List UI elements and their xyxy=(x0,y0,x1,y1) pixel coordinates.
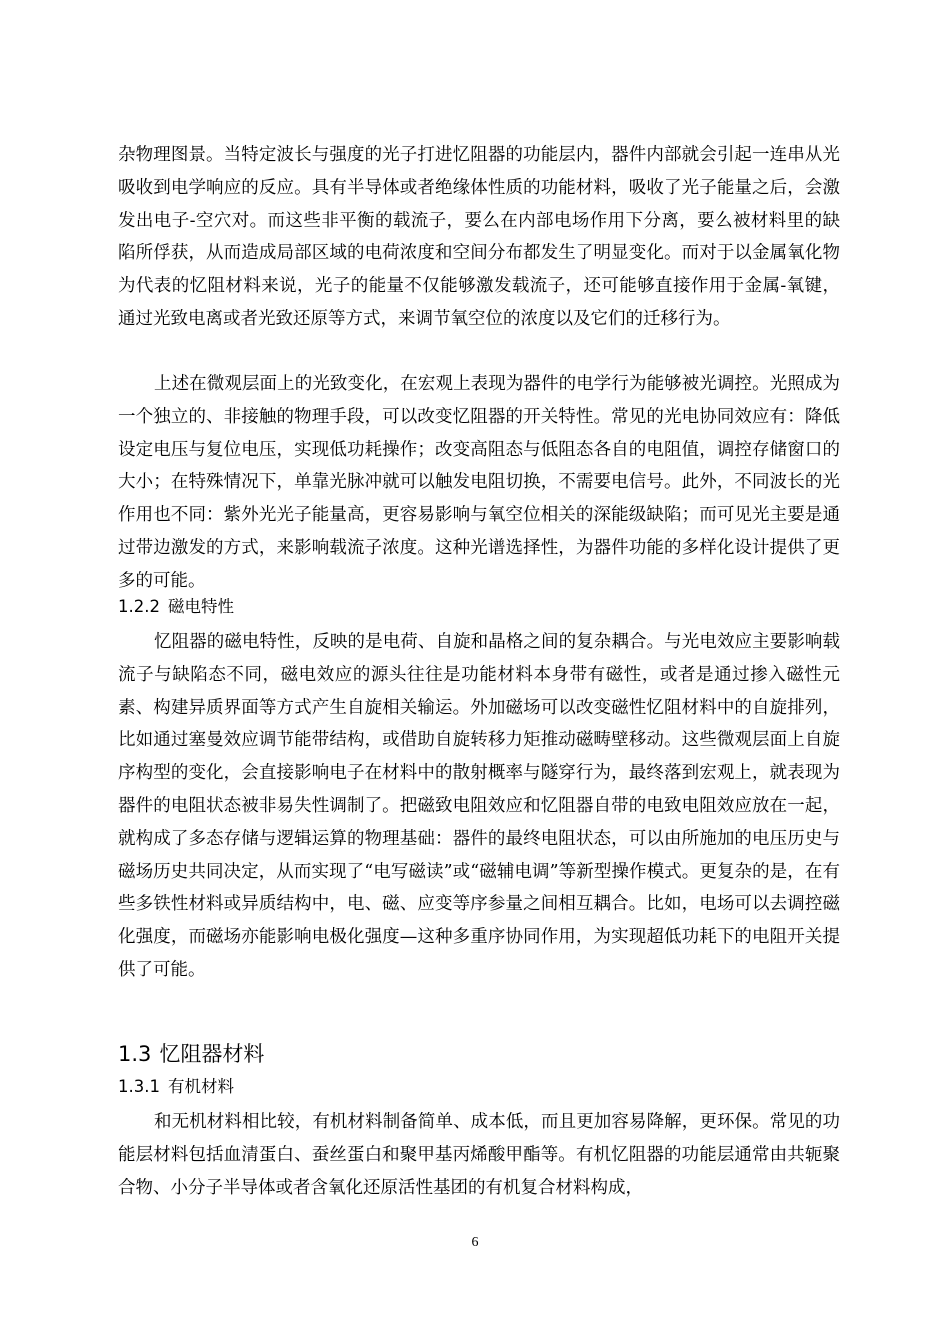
section-title: 有机材料 xyxy=(167,1077,234,1096)
section-title: 磁电特性 xyxy=(167,597,234,616)
section-number: 1.2.2 xyxy=(118,597,160,616)
section-heading-1-2-2 xyxy=(118,593,234,621)
paragraph-text: 杂物理图景。当特定波长与强度的光子打进忆阻器的功能层内，器件内部就会引起一连串从光吸收到电学响应的反应。具有半导体或者绝缘体性质的功能材料，吸收了光子能量之后，会激发出电子-空穴对。而这些非平衡的载流子，要么在内部电场作用下分离，要么被材料里的缺陷所俘获，从而造成局部区域的电荷浓度和空间分布都发生了明显变化。而对于以金属氧化物为代表的忆阻材料来说，光子的能量不仅能够激发载流子，还可能够直接作用于金属-氧键，通过光致电离或者光致还原等方式，来调节氧空位的浓度以及它们的迁移行为。 xyxy=(118,145,840,329)
section-number: 1.3.1 xyxy=(118,1077,160,1096)
paragraph-organic-materials xyxy=(118,1106,840,1204)
section-title: 忆阻器材料 xyxy=(159,1042,265,1066)
page-number: 6 xyxy=(471,1235,479,1250)
paragraph-text: 忆阻器的磁电特性，反映的是电荷、自旋和晶格之间的复杂耦合。与光电效应主要影响载流子与缺陷态不同，磁电效应的源头往往是功能材料本身带有磁性，或者是通过掺入磁性元素、构建异质界面等方式产生自旋相关输运。外加磁场可以改变磁性忆阻材料中的自旋排列，比如通过塞曼效应调节能带结构，或借助自旋转移力矩推动磁畴壁移动。这些微观层面上自旋序构型的变化，会直接影响电子在材料中的散射概率与隧穿行为，最终落到宏观上，就表现为器件的电阻状态被非易失性调制了。把磁致电阻效应和忆阻器自带的电致电阻效应放在一起，就构成了多态存储与逻辑运算的物理基础：器件的最终电阻状态，可以由所施加的电压历史与磁场历史共同决定，从而实现了“电写磁读”或“磁辅电调”等新型操作模式。更复杂的是，在有些多铁性材料或异质结构中，电、磁、应变等序参量之间相互耦合。比如，电场可以去调控磁化强度，而磁场亦能影响电极化强度—这种多重序协同作用，为实现超低功耗下的电阻开关提供了可能。 xyxy=(118,632,840,980)
paragraph-text: 上述在微观层面上的光致变化，在宏观上表现为器件的电学行为能够被光调控。光照成为一个独立的、非接触的物理手段，可以改变忆阻器的开关特性。常见的光电协同效应有：降低设定电压与复位电压，实现低功耗操作；改变高阻态与低阻态各自的电阻值，调控存储窗口的大小；在特殊情况下，单靠光脉冲就可以触发电阻切换，不需要电信号。此外，不同波长的光作用也不同：紫外光光子能量高，更容易影响与氧空位相关的深能级缺陷；而可见光主要是通过带边激发的方式，来影响载流子浓度。这种光谱选择性，为器件功能的多样化设计提供了更多的可能。 xyxy=(118,374,840,591)
paragraph-text: 和无机材料相比较，有机材料制备简单、成本低，而且更加容易降解，更环保。常见的功能层材料包括血清蛋白、蚕丝蛋白和聚甲基丙烯酸甲酯等。有机忆阻器的功能层通常由共轭聚合物、小分子半导体或者含氧化还原活性基团的有机复合材料构成， xyxy=(118,1112,840,1198)
paragraph-photoelectric-effects xyxy=(118,368,840,598)
section-heading-1-3-1 xyxy=(118,1073,234,1101)
paragraph-photoelectric-mechanism xyxy=(118,139,840,336)
paragraph-magnetoelectric xyxy=(118,626,840,987)
section-heading-1-3 xyxy=(118,1038,264,1070)
section-number: 1.3 xyxy=(118,1042,152,1066)
